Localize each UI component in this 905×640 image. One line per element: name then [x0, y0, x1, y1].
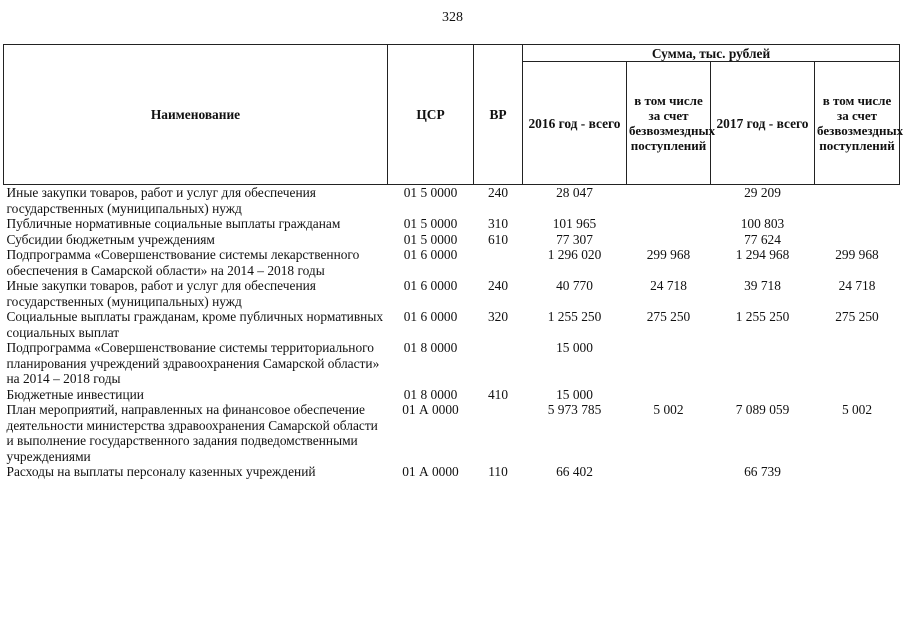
column-header-name: Наименование: [4, 45, 388, 185]
row-free-2017-cell: [815, 387, 900, 403]
row-free-2016-cell: [627, 387, 711, 403]
table-row: [4, 247, 900, 278]
row-name-cell: Бюджетные инвестиции: [6, 386, 144, 402]
row-csr-cell: 01 5 0000: [403, 216, 458, 231]
row-name-cell: Социальные выплаты гражданам, кроме публичных нормативных социальных выплат: [6, 309, 384, 340]
row-free-2016-cell: 275 250: [646, 309, 691, 324]
row-total-2017-cell: [711, 387, 815, 403]
row-total-2016-cell: 40 770: [556, 278, 593, 293]
row-name-cell: Подпрограмма «Совершенствование системы территориального планирования учреждений здравоохранения Самарской области» на 2014 – 2018 годы: [6, 340, 380, 386]
row-vr-cell: 610: [487, 231, 509, 247]
column-header-free-2017: в том числе за счет безвозмездных поступлений: [815, 62, 900, 185]
row-free-2017-cell: [815, 216, 900, 232]
table-body: [4, 185, 900, 480]
table-header-row: [4, 45, 900, 62]
row-free-2017-cell: [815, 232, 900, 248]
row-total-2016-cell: 101 965: [552, 216, 597, 231]
row-total-2017-cell: 29 209: [744, 185, 781, 200]
row-csr-cell: 01 6 0000: [403, 278, 458, 293]
row-total-2017-cell: 77 624: [744, 231, 781, 247]
row-csr-cell: 01 5 0000: [403, 185, 458, 200]
row-total-2017-cell: [711, 340, 815, 387]
row-name-cell: Иные закупки товаров, работ и услуг для обеспечения государственных (муниципальных) нужд: [6, 185, 316, 216]
row-csr-cell: 01 А 0000: [402, 464, 459, 479]
row-name-cell: Иные закупки товаров, работ и услуг для обеспечения государственных (муниципальных) нужд: [6, 278, 316, 309]
column-header-vr: ВР: [474, 45, 523, 185]
table-row: [4, 387, 900, 403]
row-free-2017-cell: 5 002: [841, 402, 873, 417]
row-vr-cell: 240: [487, 185, 509, 200]
table-row: [4, 278, 900, 309]
table-row: [4, 402, 900, 464]
row-name-cell: Подпрограмма «Совершенствование системы лекарственного обеспечения в Самарской области» на 2014 – 2018 годы: [6, 247, 360, 278]
row-free-2017-cell: 24 718: [838, 278, 876, 293]
row-total-2017-cell: 1 255 250: [735, 309, 790, 324]
row-total-2017-cell: 39 718: [744, 278, 781, 293]
row-total-2016-cell: 1 296 020: [547, 247, 602, 262]
column-header-free-2016: в том числе за счет безвозмездных поступлений: [627, 62, 711, 185]
row-vr-cell: [474, 340, 523, 387]
row-name-cell: Расходы на выплаты персоналу казенных учреждений: [6, 464, 316, 479]
row-free-2016-cell: 5 002: [653, 402, 684, 417]
row-vr-cell: 320: [487, 309, 509, 324]
row-vr-cell: [474, 402, 523, 464]
row-free-2017-cell: [815, 185, 900, 217]
table-row: [4, 309, 900, 340]
row-total-2016-cell: 15 000: [556, 386, 593, 402]
row-total-2016-cell: 15 000: [556, 340, 593, 355]
row-name-cell: План мероприятий, направленных на финансовое обеспечение деятельности министерства здравоохранения Самарской области и выполнение государственного задания подведомственными учреждениями: [6, 402, 378, 464]
row-free-2016-cell: [627, 340, 711, 387]
column-header-total-2017: 2017 год - всего: [711, 62, 815, 185]
row-free-2017-cell: [815, 464, 900, 480]
row-free-2016-cell: 299 968: [646, 247, 691, 262]
row-name-cell: Субсидии бюджетным учреждениям: [6, 231, 215, 247]
table-row: [4, 216, 900, 232]
row-total-2017-cell: 7 089 059: [735, 402, 790, 417]
row-csr-cell: 01 8 0000: [403, 340, 458, 355]
table-row: [4, 232, 900, 248]
row-csr-cell: 01 А 0000: [402, 402, 459, 417]
row-free-2017-cell: 275 250: [835, 309, 879, 324]
row-total-2016-cell: 1 255 250: [547, 309, 602, 324]
row-free-2016-cell: [627, 232, 711, 248]
row-total-2016-cell: 66 402: [556, 464, 593, 479]
row-free-2016-cell: 24 718: [650, 278, 687, 293]
row-free-2017-cell: [815, 340, 900, 387]
row-vr-cell: [474, 247, 523, 278]
row-vr-cell: 110: [488, 464, 508, 479]
budget-table: [3, 44, 904, 480]
row-free-2016-cell: [627, 216, 711, 232]
row-csr-cell: 01 6 0000: [403, 309, 458, 324]
row-free-2016-cell: [627, 185, 711, 217]
row-vr-cell: 410: [487, 386, 509, 402]
row-total-2017-cell: 1 294 968: [735, 247, 790, 262]
table-row: [4, 340, 900, 387]
row-vr-cell: 310: [487, 216, 509, 231]
row-csr-cell: 01 8 0000: [403, 386, 458, 402]
column-header-sum: Сумма, тыс. рублей: [523, 45, 900, 62]
row-name-cell: Публичные нормативные социальные выплаты гражданам: [6, 216, 341, 231]
column-header-total-2016: 2016 год - всего: [523, 62, 627, 185]
row-total-2017-cell: 66 739: [744, 464, 781, 479]
row-total-2017-cell: 100 803: [740, 216, 785, 231]
page-number: 328: [442, 10, 463, 25]
row-csr-cell: 01 5 0000: [403, 231, 458, 247]
row-free-2016-cell: [627, 464, 711, 480]
row-vr-cell: 240: [487, 278, 509, 293]
row-csr-cell: 01 6 0000: [403, 247, 458, 262]
table-row: [4, 185, 900, 217]
column-header-csr: ЦСР: [388, 45, 474, 185]
table-row: [4, 464, 900, 480]
row-total-2016-cell: 28 047: [556, 185, 593, 200]
row-total-2016-cell: 77 307: [556, 231, 593, 247]
row-total-2016-cell: 5 973 785: [547, 402, 602, 417]
row-free-2017-cell: 299 968: [835, 247, 879, 262]
